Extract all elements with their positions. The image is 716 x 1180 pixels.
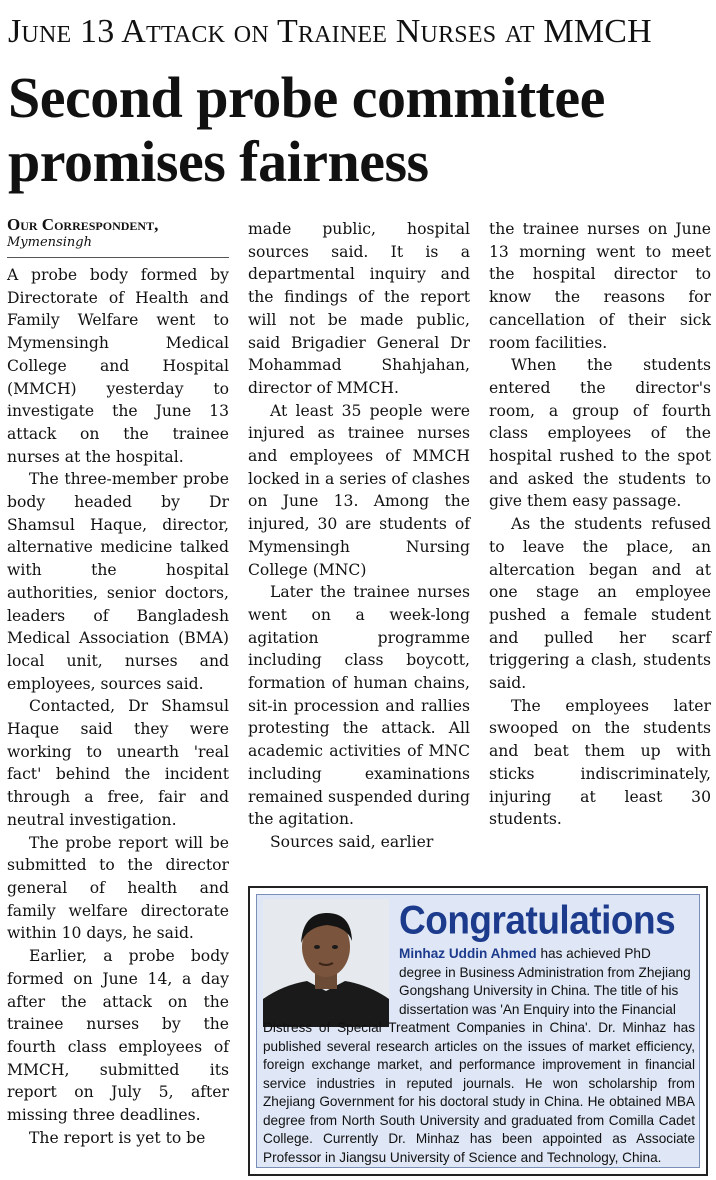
article-paragraph: A probe body formed by Directorate of Health and Family Welfare went to Mymensingh Medical College and Hospital (MMCH) yesterday to investigate the June 13 attack on the trainee nurses at the hospital. bbox=[7, 266, 229, 466]
ad-line: Gongshang University in China. The title of his bbox=[399, 983, 679, 998]
headline: Second probe committee promises fairness bbox=[8, 65, 605, 194]
byline-name: Our Correspondent, bbox=[7, 215, 159, 234]
article-paragraph: The report is yet to be bbox=[29, 1128, 206, 1147]
byline-place: Mymensingh bbox=[7, 235, 229, 258]
ad-title: Congratulations bbox=[399, 898, 676, 943]
honoree-name: Minhaz Uddin Ahmed bbox=[399, 946, 537, 961]
article-column-1 bbox=[7, 215, 229, 1149]
article-paragraph: The three-member probe body headed by Dr Shamsul Haque, director, alternative medicine talked with the hospital authorities, senior doctors, leaders of Bangladesh Medical Association (BMA) local unit, nurses and employees, sources said. bbox=[7, 470, 229, 693]
kicker-headline: June 13 Attack on Trainee Nurses at MMCH bbox=[8, 13, 652, 50]
article-paragraph: As the students refused to leave the place, an altercation began and at one stage an employee pushed a female student and pulled her scarf triggering a clash, students said. bbox=[489, 515, 711, 693]
article-column-2 bbox=[248, 218, 470, 854]
article-paragraph: Earlier, a probe body formed on June 14, a day after the attack on the trainee nurses by the fourth class employees of MMCH, submitted its report on July 5, after missing three deadlines. bbox=[7, 947, 229, 1125]
ad-panel bbox=[256, 894, 700, 1168]
ad-line bbox=[399, 945, 695, 964]
ad-body bbox=[263, 945, 695, 1167]
article-paragraph: At least 35 people were injured as trainee nurses and employees of MMCH locked in a series of clashes on June 13. Among the injured, 30 are students of Mymensingh Nursing College (MNC) bbox=[248, 401, 470, 579]
article-paragraph: Sources said, earlier bbox=[270, 832, 434, 851]
article-paragraph: Contacted, Dr Shamsul Haque said they were working to unearth 'real fact' behind the incident through a free, fair and neutral investigation. bbox=[7, 697, 229, 829]
article-paragraph: the trainee nurses on June 13 morning went to meet the hospital director to know the reasons for cancellation of their sick room facilities. bbox=[489, 220, 711, 352]
ad-line: degree in Business Administration from Zhejiang bbox=[399, 964, 691, 980]
article-paragraph: Later the trainee nurses went on a week-long agitation programme including class boycott, formation of human chains, sit-in procession and rallies protesting the attack. All academic activities of MNC including examinations remained suspended during the agitation. bbox=[248, 583, 470, 829]
ad-text: Distress of Special Treatment Companies in China'. Dr. Minhaz has published several research articles on the issues of market efficiency, foreign exchange market, and performance improvement in financial service industries in reputed journals. He won scholarship from Zhejiang Government for his doctoral study in China. He obtained MBA degree from North South University and graduated from Comilla Cadet College. Currently Dr. Minhaz has been appointed as Associate Professor in Jiangsu University of Science and Technology, China. bbox=[263, 1020, 695, 1165]
article-paragraph: made public, hospital sources said. It is a departmental inquiry and the findings of the report will not be made public, said Brigadier General Dr Mohammad Shahjahan, director of MMCH. bbox=[248, 220, 470, 397]
article-column-3 bbox=[489, 218, 711, 831]
congratulations-ad bbox=[248, 886, 708, 1176]
article-paragraph: The employees later swooped on the students and beat them up with sticks indiscriminately, injuring at least 30 students. bbox=[489, 696, 711, 829]
ad-line: dissertation was 'An Enquiry into the Financial bbox=[399, 1001, 676, 1017]
article-paragraph: The probe report will be submitted to the director general of health and family welfare directorate within 10 days, he said. bbox=[7, 833, 229, 943]
article-paragraph: When the students entered the director's room, a group of fourth class employees of the hospital rushed to the spot and asked the students to give them easy passage. bbox=[489, 356, 711, 511]
ad-text: has achieved PhD bbox=[540, 946, 651, 961]
